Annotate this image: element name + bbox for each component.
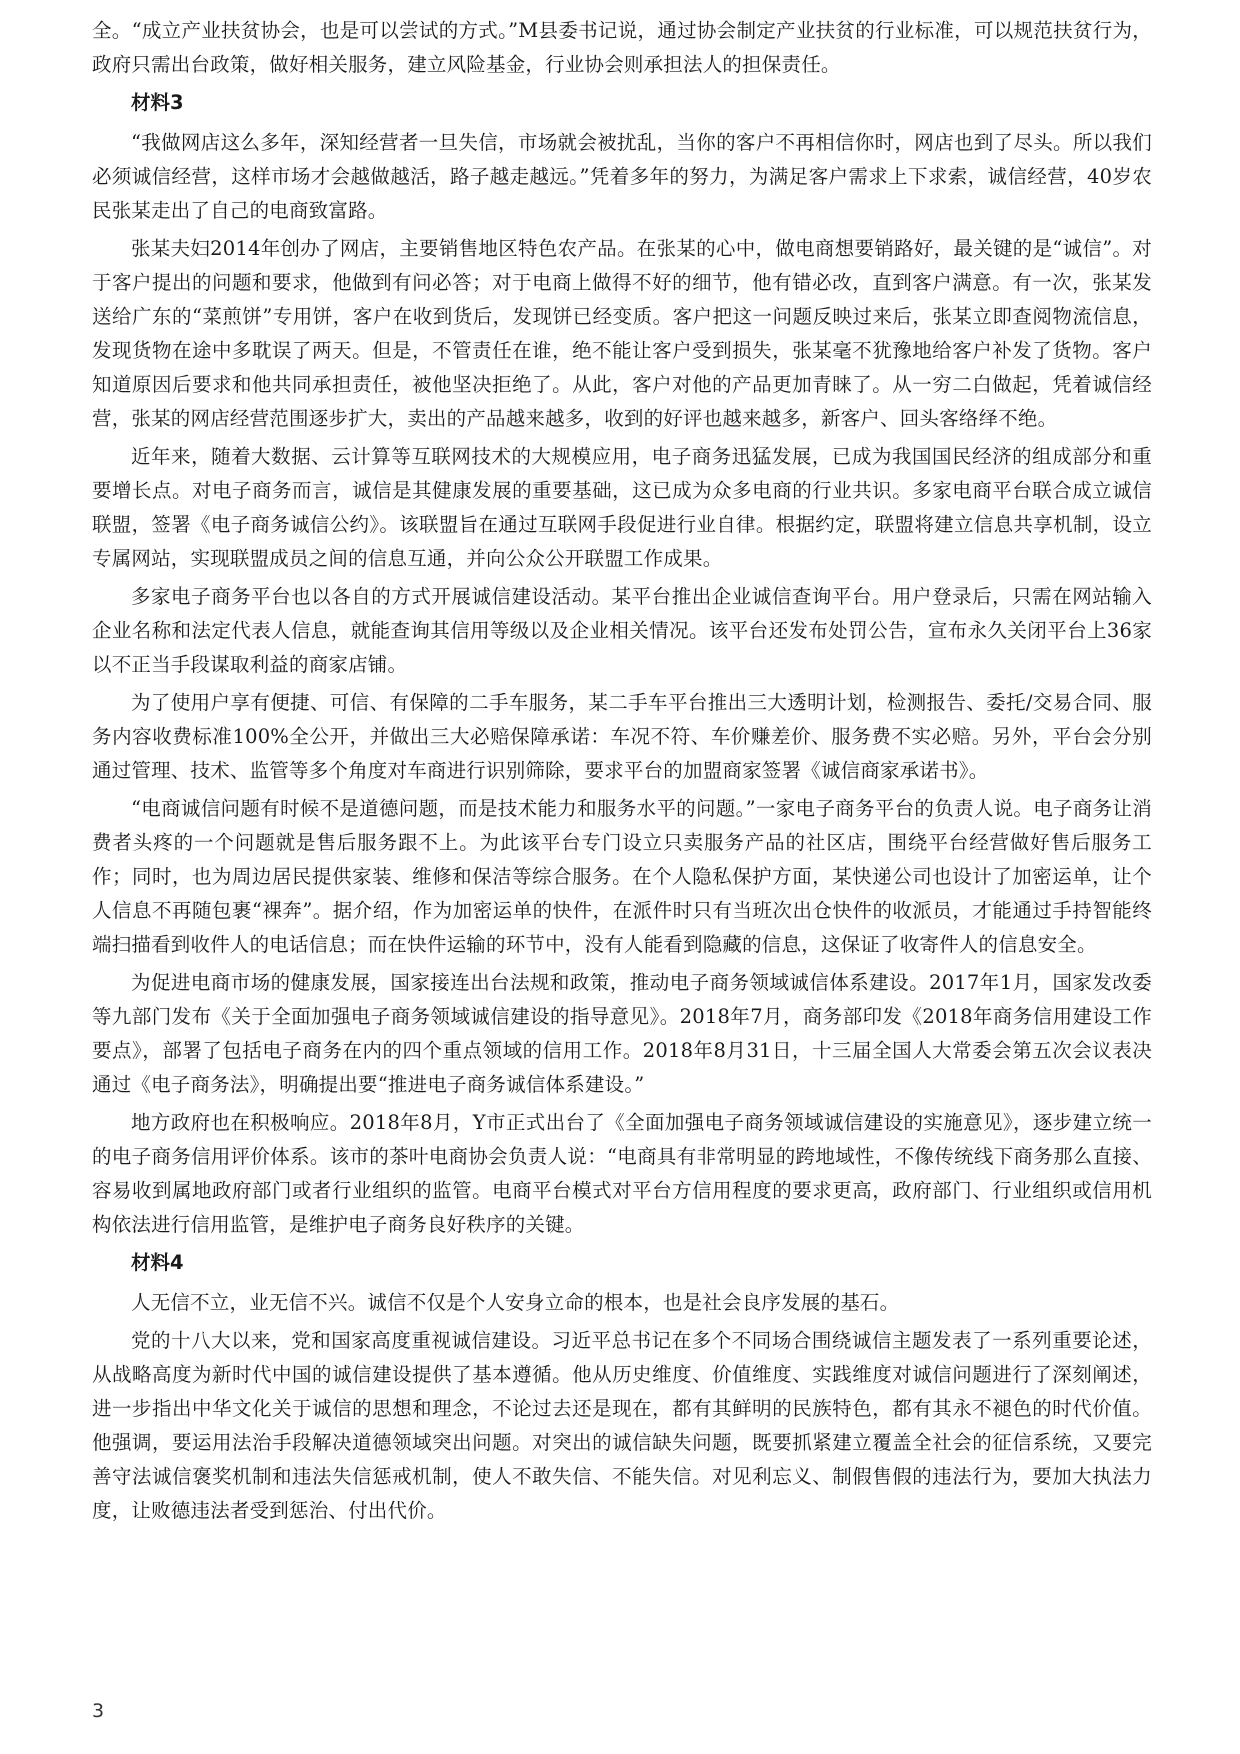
material-3-paragraph-4: 多家电子商务平台也以各自的方式开展诚信建设活动。某平台推出企业诚信查询平台。用户登录后，只需在网站输入企业名称和法定代表人信息，就能查询其信用等级以及企业相关情况。该平台还发布处罚公告，宣布永久关闭平台上36家以不正当手段谋取利益的商家店铺。 <box>92 585 1152 676</box>
material-3-paragraph-1: “我做网店这么多年，深知经营者一旦失信，市场就会被扰乱，当你的客户不再相信你时，网店也到了尽头。所以我们必须诚信经营，这样市场才会越做越活，路子越走越远。”凭着多年的努力，为满足客户需求上下求索，诚信经营，40岁农民张某走出了自己的电商致富路。 <box>92 131 1152 222</box>
material-3-paragraph-6: “电商诚信问题有时候不是道德问题，而是技术能力和服务水平的问题。”一家电子商务平台的负责人说。电子商务让消费者头疼的一个问题就是售后服务跟不上。为此该平台专门设立只卖服务产品的社区店，围绕平台经营做好售后服务工作；同时，也为周边居民提供家装、维修和保洁等综合服务。在个人隐私保护方面，某快递公司也设计了加密运单，让个人信息不再随包裹“裸奔”。据介绍，作为加密运单的快件，在派件时只有当班次出仓快件的收派员，才能通过手持智能终端扫描看到收件人的电话信息；而在快件运输的环节中，没有人能看到隐藏的信息，这保证了收寄件人的信息安全。 <box>92 797 1152 956</box>
material-3-paragraph-8: 地方政府也在积极响应。2018年8月，Y市正式出台了《全面加强电子商务领域诚信建设的实施意见》，逐步建立统一的电子商务信用评价体系。该市的茶叶电商协会负责人说：“电商具有非常明显的跨地域性，不像传统线下商务那么直接、容易收到属地政府部门或者行业组织的监管。电商平台模式对平台方信用程度的要求更高，政府部门、行业组织或信用机构依法进行信用监管，是维护电子商务良好秩序的关键。 <box>92 1111 1152 1236</box>
material-4-paragraph-1: 人无信不立，业无信不兴。诚信不仅是个人安身立命的根本，也是社会良序发展的基石。 <box>131 1291 900 1314</box>
material-3-paragraph-7: 为促进电商市场的健康发展，国家接连出台法规和政策，推动电子商务领域诚信体系建设。2017年1月，国家发改委等九部门发布《关于全面加强电子商务领域诚信建设的指导意见》。2018年7月，商务部印发《2018年商务信用建设工作要点》，部署了包括电子商务在内的四个重点领域的信用工作。2018年8月31日，十三届全国人大常委会第五次会议表决通过《电子商务法》，明确提出要“推进电子商务诚信体系建设。” <box>92 971 1152 1096</box>
material-4-heading: 材料4 <box>131 1251 184 1274</box>
material-3-paragraph-2: 张某夫妇2014年创办了网店，主要销售地区特色农产品。在张某的心中，做电商想要销路好，最关键的是“诚信”。对于客户提出的问题和要求，他做到有问必答；对于电商上做得不好的细节，他有错必改，直到客户满意。有一次，张某发送给广东的“菜煎饼”专用饼，客户在收到货后，发现饼已经变质。客户把这一问题反映过来后，张某立即查阅物流信息，发现货物在途中多耽误了两天。但是，不管责任在谁，绝不能让客户受到损失，张某毫不犹豫地给客户补发了货物。客户知道原因后要求和他共同承担责任，被他坚决拒绝了。从此，客户对他的产品更加青睐了。从一穷二白做起，凭着诚信经营，张某的网店经营范围逐步扩大，卖出的产品越来越多，收到的好评也越来越多，新客户、回头客络绎不绝。 <box>92 237 1152 430</box>
material-3-heading: 材料3 <box>131 91 184 114</box>
document-page <box>92 14 1152 1532</box>
material-3-paragraph-5: 为了使用户享有便捷、可信、有保障的二手车服务，某二手车平台推出三大透明计划，检测报告、委托/交易合同、服务内容收费标准100%全公开，并做出三大必赔保障承诺：车况不符、车价赚差价、服务费不实必赔。另外，平台会分别通过管理、技术、监管等多个角度对车商进行识别筛除，要求平台的加盟商家签署《诚信商家承诺书》。 <box>92 691 1152 782</box>
paragraph-continued: 全。“成立产业扶贫协会，也是可以尝试的方式。”M县委书记说，通过协会制定产业扶贫的行业标准，可以规范扶贫行为，政府只需出台政策，做好相关服务，建立风险基金，行业协会则承担法人的担保责任。 <box>92 19 1152 76</box>
page-number: 3 <box>92 1700 105 1722</box>
material-4-paragraph-2: 党的十八大以来，党和国家高度重视诚信建设。习近平总书记在多个不同场合围绕诚信主题发表了一系列重要论述，从战略高度为新时代中国的诚信建设提供了基本遵循。他从历史维度、价值维度、实践维度对诚信问题进行了深刻阐述，进一步指出中华文化关于诚信的思想和理念，不论过去还是现在，都有其鲜明的民族特色，都有其永不褪色的时代价值。他强调，要运用法治手段解决道德领域突出问题。对突出的诚信缺失问题，既要抓紧建立覆盖全社会的征信系统，又要完善守法诚信褒奖机制和违法失信惩戒机制，使人不敢失信、不能失信。对见利忘义、制假售假的违法行为，要加大执法力度，让败德违法者受到惩治、付出代价。 <box>92 1329 1152 1522</box>
material-3-paragraph-3: 近年来，随着大数据、云计算等互联网技术的大规模应用，电子商务迅猛发展，已成为我国国民经济的组成部分和重要增长点。对电子商务而言，诚信是其健康发展的重要基础，这已成为众多电商的行业共识。多家电商平台联合成立诚信联盟，签署《电子商务诚信公约》。该联盟旨在通过互联网手段促进行业自律。根据约定，联盟将建立信息共享机制，设立专属网站，实现联盟成员之间的信息互通，并向公众公开联盟工作成果。 <box>92 445 1152 570</box>
